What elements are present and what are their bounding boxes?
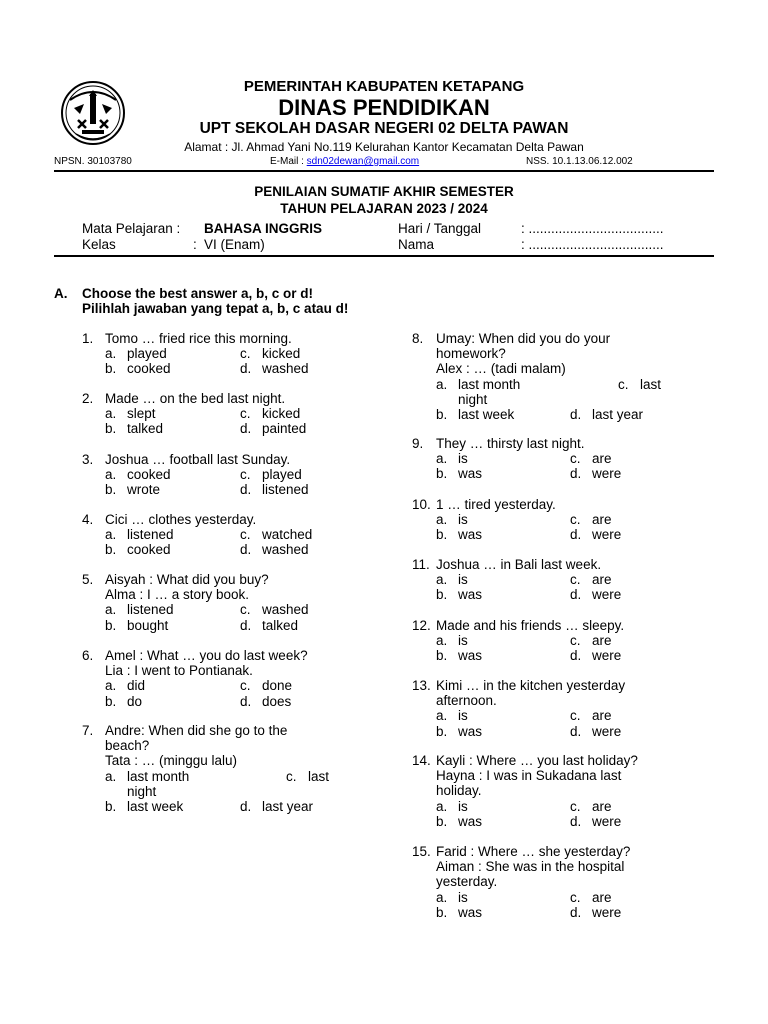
option-d[interactable] [570, 724, 621, 739]
option-letter: d. [570, 813, 582, 829]
question-number: 4. [82, 512, 94, 527]
option-text: are [592, 572, 612, 588]
option-text: was [458, 587, 483, 603]
option-text: were [592, 723, 622, 739]
option-c[interactable] [240, 467, 302, 482]
option-a[interactable] [105, 602, 174, 617]
question-text: Joshua … in Bali last week. [436, 557, 602, 572]
option-text: listened [127, 527, 174, 543]
option-letter: a. [436, 798, 448, 814]
option-letter: d. [240, 482, 252, 498]
option-text: is [458, 572, 468, 588]
option-c[interactable] [570, 572, 612, 587]
option-letter: b. [105, 799, 117, 814]
option-letter: d. [570, 407, 582, 422]
question-text: Lia : I went to Pontianak. [105, 663, 253, 679]
question-number: 8. [412, 331, 424, 346]
option-b[interactable] [436, 407, 514, 422]
option-text: listened [262, 482, 309, 498]
option-text: slept [127, 406, 156, 422]
option-letter: c. [570, 451, 581, 467]
question-text: Tomo … fried rice this morning. [105, 331, 292, 346]
option-a[interactable] [436, 377, 520, 392]
option-d[interactable] [240, 799, 313, 814]
option-text: is [458, 451, 468, 467]
option-c[interactable] [570, 451, 612, 466]
email-link[interactable]: sdn02dewan@gmail.com [306, 156, 420, 167]
option-letter: c. [240, 602, 251, 618]
option-c[interactable] [286, 769, 329, 784]
class-separator: : [193, 237, 197, 252]
option-letter: a. [436, 512, 448, 528]
question-text: Cici … clothes yesterday. [105, 512, 257, 527]
option-letter: b. [105, 421, 117, 437]
option-letter: b. [436, 587, 448, 603]
option-text: was [458, 466, 483, 482]
option-letter: c. [570, 633, 581, 649]
option-text: were [592, 813, 622, 829]
option-letter: a. [105, 406, 117, 422]
option-text: are [592, 798, 612, 814]
option-letter: d. [570, 723, 582, 739]
option-d[interactable] [570, 905, 621, 920]
option-a[interactable] [436, 512, 468, 527]
option-c[interactable] [240, 406, 300, 421]
school-address: Alamat : Jl. Ahmad Yani No.119 Kelurahan Kantor Kecamatan Delta Pawan [184, 140, 584, 154]
option-text: did [127, 678, 146, 694]
option-letter: d. [240, 421, 252, 437]
option-a[interactable] [105, 527, 174, 542]
option-text: last [640, 376, 662, 392]
option-letter: c. [570, 572, 581, 588]
question-text: Aisyah : What did you buy? [105, 572, 269, 587]
option-letter: d. [570, 527, 582, 543]
question-text: Farid : Where … she yesterday? [436, 844, 631, 859]
option-text: kicked [262, 406, 301, 422]
question-number: 2. [82, 391, 94, 406]
option-a[interactable] [436, 890, 468, 905]
option-text: talked [262, 617, 299, 633]
option-a-continuation: night [458, 391, 488, 407]
option-d[interactable] [570, 527, 621, 542]
option-letter: c. [570, 798, 581, 814]
option-text: washed [262, 602, 309, 618]
option-text: played [127, 346, 167, 362]
npsn-number: NPSN. 30103780 [54, 156, 132, 167]
option-text: was [458, 723, 483, 739]
question-text: holiday. [436, 783, 482, 799]
question-number: 6. [82, 648, 94, 663]
option-d[interactable] [240, 694, 291, 709]
question-number: 5. [82, 572, 94, 587]
question-text: Andre: When did she go to the [105, 723, 288, 738]
option-text: is [458, 633, 468, 649]
option-a[interactable] [436, 451, 468, 466]
option-a[interactable] [105, 406, 156, 421]
option-text: cooked [127, 542, 171, 558]
option-text: are [592, 708, 612, 724]
question-text: Umay: When did you do your [436, 331, 611, 346]
option-text: kicked [262, 346, 301, 362]
option-letter: b. [105, 617, 117, 633]
option-text: are [592, 451, 612, 467]
option-b[interactable] [105, 421, 163, 436]
option-c[interactable] [570, 799, 612, 814]
option-b[interactable] [105, 482, 160, 497]
option-a[interactable] [436, 572, 468, 587]
option-b[interactable] [436, 724, 482, 739]
header-divider [54, 170, 714, 172]
department-title: DINAS PENDIDIKAN [278, 95, 490, 120]
day-field[interactable]: : .................................... [521, 221, 664, 236]
option-text: last month [458, 376, 521, 392]
question-text: Kimi … in the kitchen yesterday [436, 678, 626, 693]
option-letter: b. [436, 407, 448, 422]
option-letter: b. [436, 723, 448, 739]
option-letter: d. [240, 361, 252, 377]
option-letter: c. [240, 467, 251, 483]
option-c[interactable] [570, 633, 612, 648]
option-letter: d. [240, 542, 252, 558]
option-letter: c. [618, 376, 629, 392]
option-b[interactable] [105, 799, 183, 814]
option-letter: d. [570, 904, 582, 920]
option-b[interactable] [436, 905, 482, 920]
option-text: were [592, 466, 622, 482]
option-b[interactable] [436, 527, 482, 542]
question-text: Alma : I … a story book. [105, 587, 250, 603]
option-c[interactable] [570, 890, 612, 905]
option-letter: b. [436, 648, 448, 664]
option-b[interactable] [436, 466, 482, 481]
option-text: bought [127, 617, 169, 633]
option-d[interactable] [570, 587, 621, 602]
question-text: Aiman : She was in the hospital [436, 859, 625, 875]
option-letter: c. [570, 889, 581, 905]
question-text: Hayna : I was in Sukadana last [436, 768, 622, 784]
nss-number: NSS. 10.1.13.06.12.002 [526, 156, 633, 167]
option-text: listened [127, 602, 174, 618]
option-text: last year [592, 407, 644, 422]
option-letter: c. [240, 406, 251, 422]
option-letter: c. [240, 527, 251, 543]
option-letter: c. [240, 346, 251, 362]
option-letter: a. [105, 527, 117, 543]
option-text: are [592, 889, 612, 905]
option-letter: a. [105, 467, 117, 483]
subject-label: Mata Pelajaran : [82, 221, 181, 236]
option-d[interactable] [240, 542, 309, 557]
option-letter: c. [570, 512, 581, 528]
option-letter: c. [240, 678, 251, 694]
option-text: were [592, 587, 622, 603]
option-c[interactable] [618, 377, 661, 392]
option-letter: b. [436, 527, 448, 543]
option-d[interactable] [570, 648, 621, 663]
name-label: Nama [398, 237, 435, 252]
question-number: 12. [412, 618, 431, 633]
option-a[interactable] [436, 708, 468, 723]
option-letter: d. [240, 799, 252, 814]
option-b[interactable] [105, 694, 142, 709]
option-text: are [592, 633, 612, 649]
question-text: yesterday. [436, 874, 498, 890]
option-text: wrote [127, 482, 161, 498]
question-number: 1. [82, 331, 94, 346]
option-letter: b. [105, 482, 117, 498]
option-letter: a. [436, 451, 448, 467]
option-a[interactable] [105, 467, 171, 482]
option-text: last week [458, 407, 515, 422]
option-text: done [262, 678, 293, 694]
gov-header: PEMERINTAH KABUPATEN KETAPANG [243, 78, 525, 95]
option-letter: a. [105, 768, 117, 784]
option-text: were [592, 527, 622, 543]
option-letter: b. [105, 693, 117, 709]
question-number: 11. [412, 557, 430, 572]
option-letter: d. [570, 587, 582, 603]
question-text: Joshua … football last Sunday. [105, 452, 291, 467]
option-a[interactable] [105, 346, 167, 361]
question-number: 3. [82, 452, 94, 467]
option-letter: d. [240, 617, 252, 633]
option-b[interactable] [436, 814, 482, 829]
question-number: 14. [412, 753, 431, 768]
info-divider [54, 255, 714, 257]
option-letter: b. [105, 542, 117, 558]
option-d[interactable] [570, 814, 621, 829]
question-text: Made and his friends … sleepy. [436, 618, 625, 633]
question-text: Made … on the bed last night. [105, 391, 286, 406]
option-letter: d. [240, 693, 252, 709]
option-letter: b. [436, 813, 448, 829]
option-d[interactable] [570, 466, 621, 481]
option-text: is [458, 512, 468, 528]
option-a[interactable] [105, 769, 189, 784]
option-text: last week [127, 799, 184, 814]
option-text: was [458, 813, 483, 829]
option-letter: b. [436, 904, 448, 920]
option-c[interactable] [240, 346, 300, 361]
day-label: Hari / Tanggal [398, 221, 482, 236]
option-letter: a. [436, 633, 448, 649]
question-text: 1 … tired yesterday. [436, 497, 556, 512]
option-d[interactable] [240, 421, 306, 436]
option-text: was [458, 648, 483, 664]
exam-title: PENILAIAN SUMATIF AKHIR SEMESTER [254, 184, 514, 199]
class-label: Kelas [82, 237, 116, 252]
option-text: last month [127, 768, 190, 784]
option-d[interactable] [240, 361, 309, 376]
option-letter: a. [105, 346, 117, 362]
option-c[interactable] [240, 678, 292, 693]
question-text: afternoon. [436, 693, 497, 709]
option-b[interactable] [105, 618, 168, 633]
instruction-english: Choose the best answer a, b, c or d! [82, 286, 314, 301]
question-text: beach? [105, 738, 150, 754]
option-letter: a. [105, 678, 117, 694]
question-text: Kayli : Where … you last holiday? [436, 753, 638, 768]
option-letter: b. [436, 466, 448, 482]
option-a[interactable] [436, 799, 468, 814]
option-letter: d. [570, 648, 582, 664]
option-b[interactable] [436, 587, 482, 602]
option-text: last [308, 768, 330, 784]
question-text: Tata : … (minggu lalu) [105, 753, 238, 769]
option-text: are [592, 512, 612, 528]
question-number: 10. [412, 497, 431, 512]
question-text: Amel : What … you do last week? [105, 648, 308, 663]
option-text: cooked [127, 467, 171, 483]
option-d[interactable] [240, 618, 298, 633]
option-text: played [262, 467, 302, 483]
option-text: washed [262, 361, 309, 377]
option-text: is [458, 708, 468, 724]
option-letter: b. [105, 361, 117, 377]
email-line: E-Mail : sdn02dewan@gmail.com [270, 156, 420, 167]
option-c[interactable] [570, 512, 612, 527]
question-number: 7. [82, 723, 94, 738]
question-number: 15. [412, 844, 431, 859]
option-b[interactable] [105, 542, 171, 557]
instruction-indonesian: Pilihlah jawaban yang tepat a, b, c atau d! [82, 301, 349, 316]
option-b[interactable] [105, 361, 171, 376]
option-letter: a. [436, 708, 448, 724]
academic-year: TAHUN PELAJARAN 2023 / 2024 [280, 201, 488, 216]
school-name: UPT SEKOLAH DASAR NEGERI 02 DELTA PAWAN [199, 120, 569, 137]
option-c[interactable] [240, 527, 312, 542]
name-field[interactable]: : .................................... [521, 237, 664, 252]
option-text: last year [262, 799, 314, 814]
option-letter: c. [570, 708, 581, 724]
option-text: was [458, 904, 483, 920]
option-c[interactable] [570, 708, 612, 723]
option-text: is [458, 798, 468, 814]
option-text: painted [262, 421, 307, 437]
option-text: do [127, 693, 143, 709]
option-text: were [592, 904, 622, 920]
question-number: 9. [412, 436, 424, 451]
option-letter: c. [286, 768, 297, 784]
question-text: homework? [436, 346, 506, 362]
option-a-continuation: night [127, 783, 157, 799]
option-d[interactable] [240, 482, 309, 497]
option-letter: a. [436, 889, 448, 905]
question-number: 13. [412, 678, 431, 693]
option-text: does [262, 693, 292, 709]
option-text: was [458, 527, 483, 543]
option-text: cooked [127, 361, 171, 377]
option-d[interactable] [570, 407, 643, 422]
class-value: VI (Enam) [204, 237, 265, 252]
section-letter: A. [54, 286, 68, 301]
option-letter: a. [105, 602, 117, 618]
option-letter: a. [436, 376, 448, 392]
option-text: were [592, 648, 622, 664]
option-a[interactable] [105, 678, 145, 693]
option-text: washed [262, 542, 309, 558]
option-b[interactable] [436, 648, 482, 663]
subject-value: BAHASA INGGRIS [204, 221, 323, 236]
question-text: They … thirsty last night. [436, 436, 585, 451]
option-text: watched [262, 527, 313, 543]
option-a[interactable] [436, 633, 468, 648]
option-letter: a. [436, 572, 448, 588]
option-c[interactable] [240, 602, 309, 617]
option-letter: d. [570, 466, 582, 482]
option-text: is [458, 889, 468, 905]
question-text: Alex : … (tadi malam) [436, 361, 566, 377]
option-text: talked [127, 421, 164, 437]
